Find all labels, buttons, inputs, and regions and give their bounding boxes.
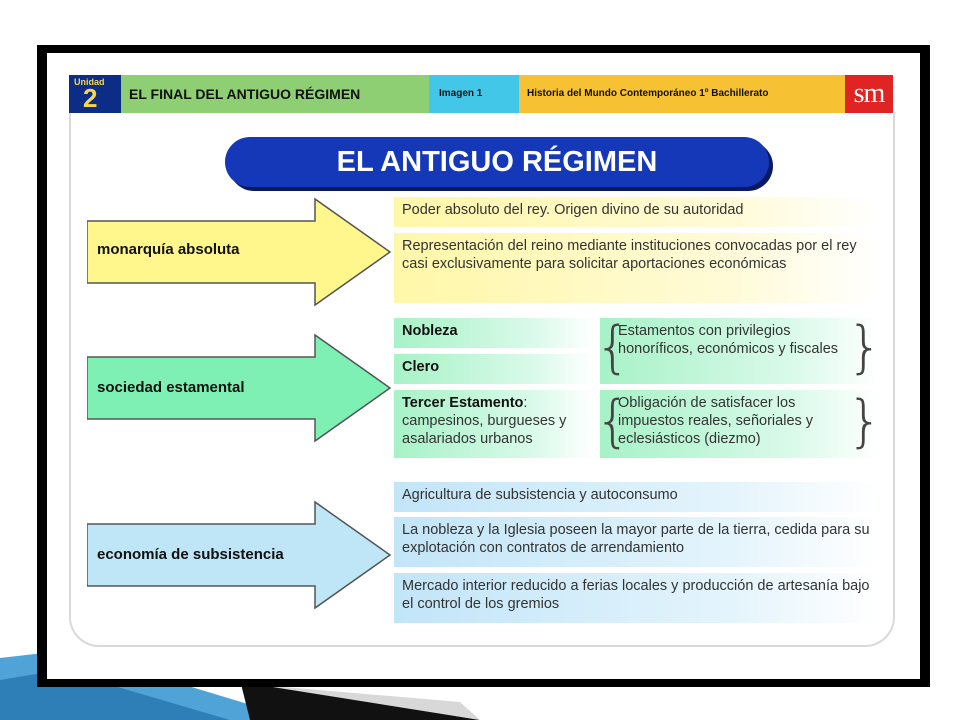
brace-left-icon: {: [595, 389, 631, 454]
main-title-banner: [225, 137, 769, 187]
section-label: monarquía absoluta: [97, 241, 240, 258]
economia-item-1: Agricultura de subsistencia y autoconsumo: [394, 482, 878, 512]
brace-right-icon: }: [847, 389, 883, 454]
section-label: sociedad estamental: [97, 379, 245, 396]
subject-label: Historia del Mundo Contemporáneo 1º Bachillerato: [519, 75, 845, 113]
slide-frame: [37, 45, 930, 687]
brace-left-icon: {: [595, 315, 631, 380]
publisher-logo: sm: [845, 75, 893, 113]
arrow-economia: [87, 500, 392, 610]
note-privileges: Estamentos con privilegios honoríficos, económicos y fiscales: [600, 318, 878, 384]
economia-item-2: La nobleza y la Iglesia poseen la mayor parte de la tierra, cedida para su explotación con contratos de arrendamiento: [394, 517, 878, 567]
image-label: Imagen 1: [429, 75, 519, 113]
document-header: [69, 75, 915, 113]
unit-label: Unidad: [74, 77, 105, 87]
arrow-sociedad: [87, 333, 392, 443]
estate-nobleza: Nobleza: [394, 318, 594, 348]
estate-tercer-name: Tercer Estamento: [402, 395, 524, 411]
brace-right-icon: }: [847, 315, 883, 380]
monarquia-item-1: Poder absoluto del rey. Origen divino de su autoridad: [394, 197, 878, 227]
monarquia-item-2: Representación del reino mediante instituciones convocadas por el rey casi exclusivamente para solicitar aportaciones económicas: [394, 233, 878, 303]
estate-tercer-colon: :: [523, 395, 528, 411]
document-sheet: [47, 53, 920, 679]
economia-item-3: Mercado interior reducido a ferias locales y producción de artesanía bajo el control de los gremios: [394, 573, 878, 623]
note-obligation: Obligación de satisfacer los impuestos reales, señoriales y eclesiásticos (diezmo): [600, 390, 878, 458]
estate-tercer: [394, 390, 594, 458]
header-title: EL FINAL DEL ANTIGUO RÉGIMEN: [121, 75, 429, 113]
main-title: EL ANTIGUO RÉGIMEN: [336, 146, 658, 178]
arrow-monarquia: [87, 197, 392, 307]
unit-number: 2: [83, 83, 98, 113]
estate-tercer-detail: campesinos, burgueses y asalariados urbanos: [402, 413, 567, 447]
estate-clero: Clero: [394, 354, 594, 384]
section-label: economía de subsistencia: [97, 546, 284, 563]
unit-badge: [69, 75, 121, 113]
